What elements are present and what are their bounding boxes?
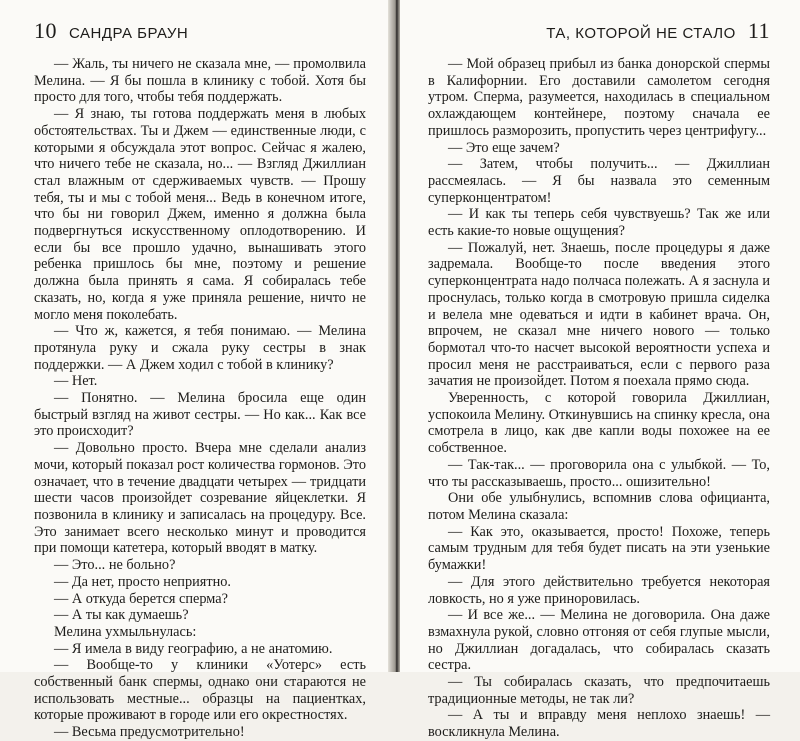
right-page bbox=[400, 0, 800, 741]
right-page-header bbox=[428, 18, 770, 48]
right-running-head: ТА, КОТОРОЙ НЕ СТАЛО bbox=[546, 25, 736, 42]
paragraph: — Пожалуй, нет. Знаешь, после процедуры я даже задремала. Вообще-то после введения этого суперконцентрата надо полчаса полежать. А я заснула и проснулась, только когда в смотровую пришла сиделка и велела мне одеваться и идти в кабинет врача. Он, впрочем, не сказал мне ничего нового — только бормотал что-то насчет высокой вероятности успеха и просил меня не расстраиваться, если с первого раза зачатия не произойдет. Потом я поехала прямо сюда. bbox=[428, 239, 770, 390]
paragraph: — И все же... — Мелина не договорила. Она даже взмахнула рукой, словно отгоняя от себя глупые мысли, но Джиллиан догадалась, что собиралась сказать сестра. bbox=[428, 607, 770, 674]
paragraph: — Весьма предусмотрительно! bbox=[54, 724, 245, 741]
paragraph: — Понятно. — Мелина бросила еще один быстрый взгляд на живот сестры. — Но как... Как все это происходит? bbox=[34, 390, 366, 440]
paragraph: — А откуда берется сперма? bbox=[54, 590, 228, 607]
paragraph: — Ты собиралась сказать, что предпочитаешь традиционные методы, не так ли? bbox=[428, 674, 770, 707]
paragraph: — Да нет, просто неприятно. bbox=[54, 573, 231, 590]
left-page-text bbox=[34, 56, 366, 741]
paragraph: Они обе улыбнулись, вспомнив слова официанта, потом Мелина сказала: bbox=[428, 490, 770, 523]
left-page-number: 10 bbox=[34, 18, 57, 43]
paragraph: — Жаль, ты ничего не сказала мне, — промолвила Мелина. — Я бы пошла в клинику с тобой. Хотя бы просто для того, чтобы тебя поддержать. bbox=[34, 56, 366, 106]
right-page-text bbox=[428, 56, 770, 741]
paragraph: — Я знаю, ты готова поддержать меня в любых обстоятельствах. Ты и Джем — единственные люди, с которыми я обсуждала этот вопрос. Сейчас я жалею, что ничего тебе не сказала, но... — Взгляд Джиллиан стал влажным от сдерживаемых чувств. — Прошу тебя, ты и мы с тобой меня... Ведь в конечном итоге, что бы ни говорил Джем, именно я должна была подвергнуться искусственному оплодотворению. И если бы все прошло удачно, вынашивать этого ребенка пришлось бы мне, поэтому и решение должна была принять я сама. Я собиралась тебе сказать, но, когда я уже приняла решение, ничто не могло меня поколебать. bbox=[34, 106, 366, 323]
paragraph: — Вообще-то у клиники «Уотерс» есть собственный банк спермы, однако они стараются не использовать местные... образцы на пациентках, которые проживают в городе или его окрестностях. bbox=[34, 657, 366, 724]
paragraph: — А ты и вправду меня неплохо знаешь! — воскликнула Мелина. bbox=[428, 707, 770, 741]
paragraph: — Это еще зачем? bbox=[448, 139, 560, 156]
left-page bbox=[0, 0, 392, 741]
paragraph: — Довольно просто. Вчера мне сделали анализ мочи, который показал рост количества гормонов. Это означает, что в течение двадцати четырех — тридцати шести часов произойдет созревание яйцеклетки. Я позвонила в клинику и записалась на процедуру. Все. Это занимает всего несколько минут и проводится при помощи катетера, который вводят в матку. bbox=[34, 440, 366, 557]
paragraph: — Мой образец прибыл из банка донорской спермы в Калифорнии. Его доставили самолетом сегодня утром. Сперма, разумеется, находилась в специальном охлаждающем контейнере, поэтому сначала ее пришлось разморозить, пропустить через центрифугу... bbox=[428, 56, 770, 139]
paragraph: — Нет. bbox=[54, 373, 98, 390]
paragraph: — Я имела в виду географию, а не анатомию. bbox=[54, 640, 333, 657]
paragraph: — Затем, чтобы получить... — Джиллиан рассмеялась. — Я бы назвала это семенным суперконцентратом! bbox=[428, 156, 770, 206]
right-page-number: 11 bbox=[747, 18, 770, 43]
paragraph: — А ты как думаешь? bbox=[54, 607, 189, 624]
paragraph: — И как ты теперь себя чувствуешь? Так же или есть какие-то новые ощущения? bbox=[428, 206, 770, 240]
paragraph: — Так-так... — проговорила она с улыбкой. — То, что ты рассказываешь, просто... ошизительно! bbox=[428, 456, 770, 490]
left-running-head: САНДРА БРАУН bbox=[69, 25, 189, 42]
paragraph: Мелина ухмыльнулась: bbox=[54, 623, 197, 640]
paragraph: — Это... не больно? bbox=[54, 557, 176, 574]
paragraph: — Для этого действительно требуется некоторая ловкость, но я уже приноровилась. bbox=[428, 573, 770, 607]
paragraph: Уверенность, с которой говорила Джиллиан, успокоила Мелину. Откинувшись на спинку кресла, она смотрела в лицо, как две капли воды похожее на ее собственное. bbox=[428, 390, 770, 457]
paragraph: — Как это, оказывается, просто! Похоже, теперь самым трудным для тебя будет писать на эти узенькие бумажки! bbox=[428, 523, 770, 574]
paragraph: — Что ж, кажется, я тебя понимаю. — Мелина протянула руку и сжала руку сестры в знак поддержки. — А Джем ходил с тобой в клинику? bbox=[34, 323, 366, 373]
left-page-header bbox=[34, 18, 366, 48]
